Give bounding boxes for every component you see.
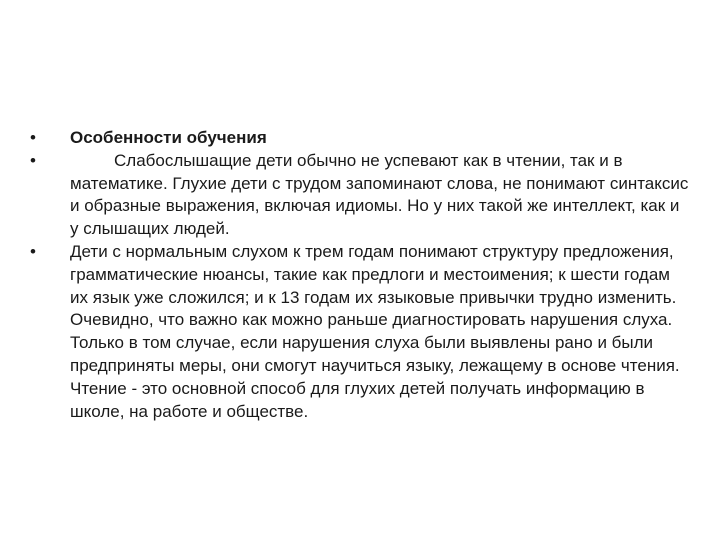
bullet-item-normal-hearing [30,241,690,423]
paragraph-text: Слабослышащие дети обычно не успевают как в чтении, так и в математике. Глухие дети с трудом запоминают слова, не понимают синтаксис и образные выражения, включая идиомы. Но у них такой же интеллект, как и у слышащих людей. [70,150,689,239]
paragraph-text: Дети с нормальным слухом к трем годам понимают структуру предложения, грамматические нюансы, такие как предлоги и местоимения; к шести годам их язык уже сложился; и к 13 годам их языковые привычки трудно изменить. Очевидно, что важно как можно раньше диагностировать нарушения слуха. Только в том случае, если нарушения слуха были выявлены рано и были предприняты меры, они смогут научиться языку, лежащему в основе чтения. Чтение - это основной способ для глухих детей получать информацию в школе, на работе и обществе. [70,241,680,421]
bullet-item-hard-of-hearing [30,150,690,241]
bullet-icon: • [30,241,36,261]
bullet-list [30,127,690,423]
bullet-icon: • [30,150,36,170]
bullet-item-heading [30,127,690,150]
section-heading: Особенности обучения [70,128,267,147]
bullet-icon: • [30,128,36,147]
